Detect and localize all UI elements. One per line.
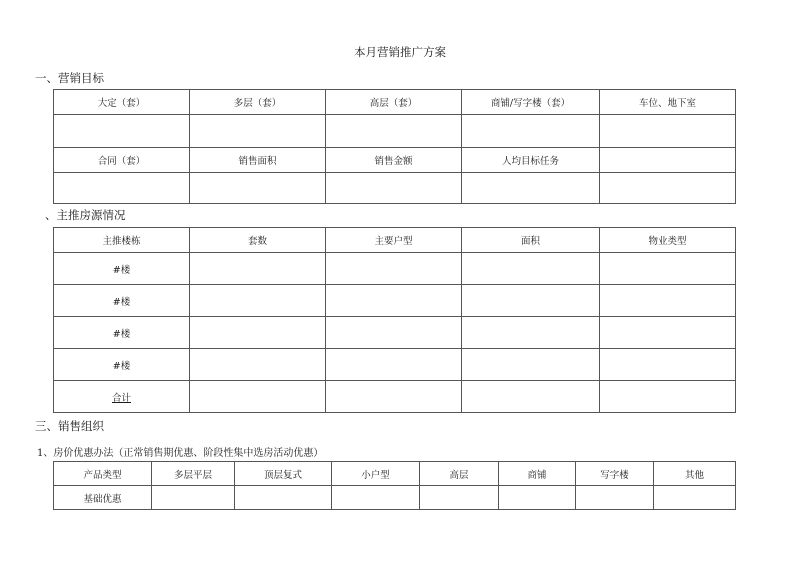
section-heading-sales-organization: 三、销售组织 [35,419,104,433]
total-label: 合计 [111,392,131,404]
value-cell [600,173,736,204]
value-cell [326,173,462,204]
building-cell: #楼 [54,317,190,349]
header-cell [600,148,736,173]
value-cell [326,349,462,381]
row-label-cell: 基础优惠 [54,486,152,510]
value-cell [235,486,332,510]
header-cell: 合同（套） [54,148,190,173]
value-cell [654,486,736,510]
header-cell: 车位、地下室 [600,90,736,115]
value-cell [462,253,600,285]
value-cell [499,486,576,510]
header-cell: 顶层复式 [235,462,332,486]
value-cell [190,285,326,317]
value-cell [190,317,326,349]
building-cell: #楼 [54,349,190,381]
value-cell [576,486,654,510]
value-cell [600,253,736,285]
discount-table [53,461,736,510]
header-cell: 高层（套） [326,90,462,115]
building-cell: #楼 [54,253,190,285]
value-cell [190,381,326,413]
value-cell [462,349,600,381]
header-cell: 商铺 [499,462,576,486]
value-cell [462,173,600,204]
value-cell [462,285,600,317]
header-cell: 写字楼 [576,462,654,486]
subsection-discount-method: 1、房价优惠办法（正常销售期优惠、阶段性集中选房活动优惠） [37,448,324,459]
value-cell [420,486,499,510]
value-cell [190,173,326,204]
value-cell [332,486,420,510]
page-title: 本月营销推广方案 [354,45,446,59]
value-cell [326,115,462,148]
value-cell [190,349,326,381]
header-cell: 物业类型 [600,228,736,253]
value-cell [326,253,462,285]
value-cell [600,285,736,317]
header-cell: 主要户型 [326,228,462,253]
value-cell [462,381,600,413]
value-cell [152,486,235,510]
value-cell [600,349,736,381]
value-cell [326,381,462,413]
header-cell: 其他 [654,462,736,486]
value-cell [54,173,190,204]
header-cell: 面积 [462,228,600,253]
section-heading-sales-target: 一、营销目标 [35,71,104,85]
header-cell: 多层平层 [152,462,235,486]
section-heading-main-listings: 、主推房源情况 [45,208,126,222]
value-cell [462,317,600,349]
header-cell: 套数 [190,228,326,253]
value-cell [326,285,462,317]
header-cell: 小户型 [332,462,420,486]
header-cell: 高层 [420,462,499,486]
value-cell [462,115,600,148]
header-cell: 多层（套） [190,90,326,115]
header-cell: 人均目标任务 [462,148,600,173]
value-cell [190,253,326,285]
header-cell: 产品类型 [54,462,152,486]
building-cell: #楼 [54,285,190,317]
value-cell [326,317,462,349]
value-cell [600,317,736,349]
main-listings-table [53,227,736,413]
header-cell: 大定（套） [54,90,190,115]
sales-target-table [53,89,736,204]
header-cell: 销售金额 [326,148,462,173]
header-cell: 销售面积 [190,148,326,173]
value-cell [600,381,736,413]
value-cell [54,115,190,148]
value-cell [600,115,736,148]
value-cell [190,115,326,148]
header-cell: 主推楼栋 [54,228,190,253]
header-cell: 商铺/写字楼（套） [462,90,600,115]
